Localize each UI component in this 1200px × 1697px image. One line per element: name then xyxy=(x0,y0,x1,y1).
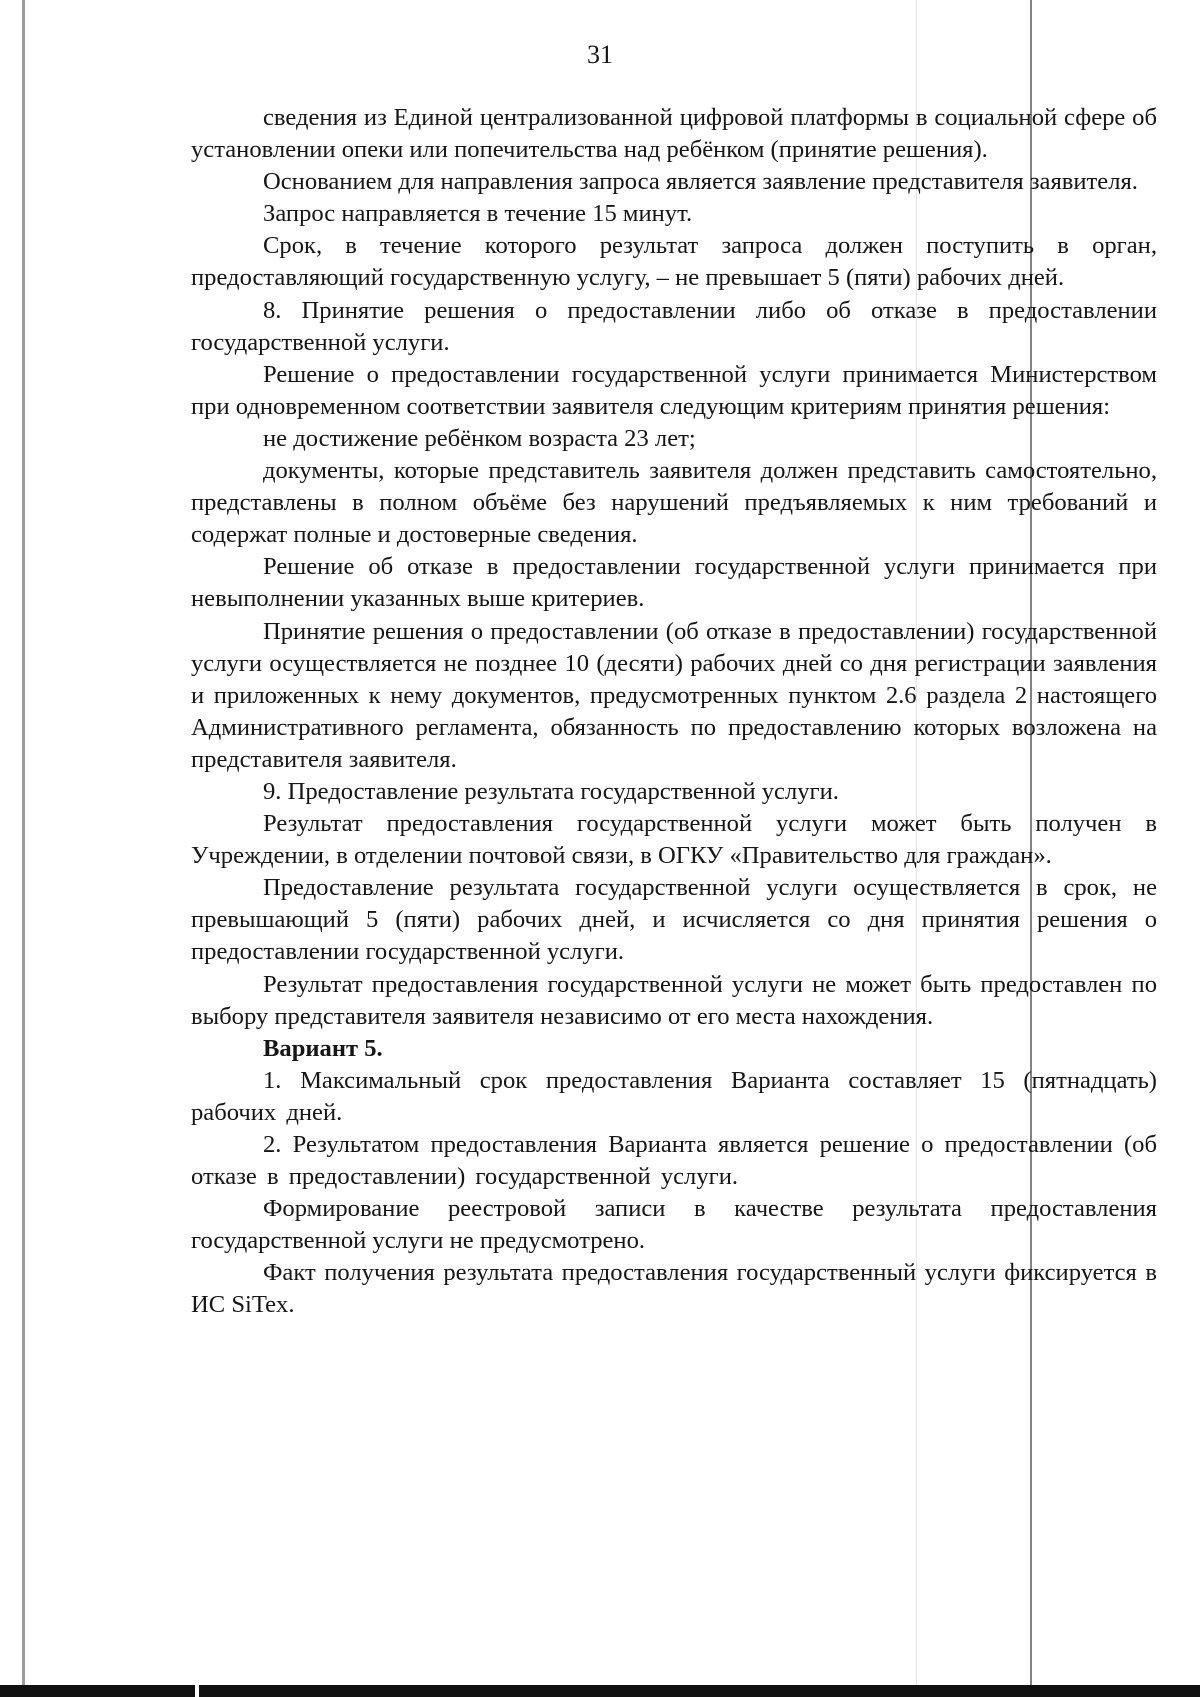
scan-bottom-edge xyxy=(0,1685,1200,1697)
paragraph: Основанием для направления запроса является заявление представителя заявителя. xyxy=(263,168,1138,196)
section-item-heading: 8. Принятие решения о предоставлении либо об отказе в предоставлении государственной услуги. xyxy=(191,296,1157,356)
paragraph: Решение о предоставлении государственной услуги принимается Министерством при одновременном соответствии заявителя следующим критериям принятия решения: xyxy=(191,360,1157,420)
numbered-item: 2. Результатом предоставления Варианта является решение о предоставлении (об отказе в предоставлении) государственной услуги. xyxy=(191,1131,1157,1191)
paragraph: Результат предоставления государственной услуги может быть получен в Учреждении, в отделении почтовой связи, в ОГКУ «Правительство для граждан». xyxy=(191,810,1157,870)
numbered-item: 1. Максимальный срок предоставления Варианта составляет 15 (пятнадцать) рабочих дней. xyxy=(191,1066,1157,1126)
paragraph: сведения из Единой централизованной цифровой платформы в социальной сфере об установлении опеки или попечительства над ребёнком (принятие решения). xyxy=(191,104,1157,164)
page-number: 31 xyxy=(587,40,613,69)
section-item-heading: 9. Предоставление результата государственной услуги. xyxy=(263,777,839,805)
paragraph: Принятие решения о предоставлении (об отказе в предоставлении) государственной услуги осуществляется не позднее 10 (десяти) рабочих дней со дня регистрации заявления и приложенных к нему документов, предусмотренных пунктом 2.6 раздела 2 настоящего Административного регламента, обязанность по предоставлению которых возложена на представителя заявителя. xyxy=(191,617,1157,773)
paragraph: Факт получения результата предоставления государственный услуги фиксируется в ИС SiTex. xyxy=(191,1259,1157,1319)
criteria-item: документы, которые представитель заявителя должен представить самостоятельно, представлены в полном объёме без нарушений предъявляемых к ним требований и содержат полные и достоверные сведения. xyxy=(191,457,1157,549)
variant-heading: Вариант 5. xyxy=(263,1034,383,1062)
paragraph: Срок, в течение которого результат запроса должен поступить в орган, предоставляющий государственную услугу, – не превышает 5 (пяти) рабочих дней. xyxy=(191,232,1157,292)
document-body xyxy=(191,102,1157,1322)
paragraph: Предоставление результата государственной услуги осуществляется в срок, не превышающий 5 (пяти) рабочих дней, и исчисляется со дня принятия решения о предоставлении государственной услуги. xyxy=(191,874,1157,966)
paragraph: Запрос направляется в течение 15 минут. xyxy=(263,200,693,228)
paragraph: Результат предоставления государственной услуги не может быть предоставлен по выбору представителя заявителя независимо от его места нахождения. xyxy=(191,970,1157,1030)
paragraph: Формирование реестровой записи в качестве результата предоставления государственной услуги не предусмотрено. xyxy=(191,1195,1157,1255)
criteria-item: не достижение ребёнком возраста 23 лет; xyxy=(263,424,696,452)
scan-bottom-gap xyxy=(195,1685,199,1697)
scan-left-edge xyxy=(22,0,25,1690)
paragraph: Решение об отказе в предоставлении государственной услуги принимается при невыполнении указанных выше критериев. xyxy=(191,553,1157,613)
